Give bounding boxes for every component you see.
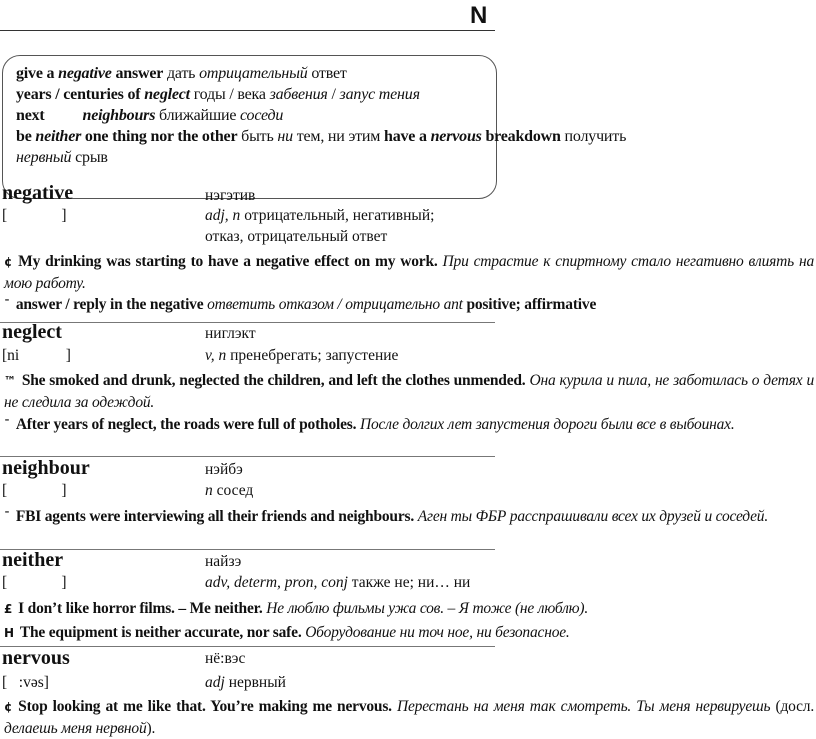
example [4, 370, 814, 413]
phonetic-bracket: [ ] [2, 482, 67, 499]
definition [205, 674, 286, 692]
bullet-marker-icon: Н [4, 626, 14, 640]
bullet-marker-icon: ˉ [4, 298, 10, 312]
text-segment: пренебрегать; запустение [226, 347, 399, 364]
text-segment: ни [277, 128, 293, 145]
bullet-marker-icon: ™ [4, 374, 16, 388]
bullet-marker-icon: ˉ [4, 418, 10, 432]
text-segment: adj [205, 674, 225, 691]
text-segment: нервный [224, 674, 286, 691]
definition [205, 207, 434, 225]
text-segment: neither [35, 128, 82, 145]
divider [0, 646, 495, 647]
collocation-line [16, 63, 816, 84]
divider [0, 549, 495, 550]
text-segment: получить [560, 128, 627, 145]
transcription: ниглэкт [205, 325, 256, 342]
text-segment: next [16, 107, 83, 124]
text-segment: FBI agents were interviewing all their friends and neighbours. [15, 508, 415, 525]
text-segment: neglect [144, 86, 190, 103]
text-segment: Она курила и пила, не заботилась о детях и не следила за одеждой. [4, 372, 814, 411]
definition [205, 574, 470, 592]
text-segment: Перестань на меня так смотреть. Ты меня нервируешь [391, 698, 771, 715]
text-segment: годы / века [189, 86, 270, 103]
text-segment: (досл. [770, 698, 814, 715]
bullet-marker-icon: £ [4, 602, 13, 616]
example [4, 414, 814, 436]
text-segment: / [327, 86, 340, 103]
text-segment: answer / reply in the negative [15, 296, 204, 313]
text-segment: быть [237, 128, 278, 145]
text-segment: ответ [307, 65, 347, 82]
text-segment: one thing nor the other [81, 128, 238, 145]
phonetic-bracket: [ :vəs] [2, 674, 49, 691]
text-segment: Stop looking at me like that. You’re making me nervous. [18, 698, 392, 715]
example [4, 598, 814, 620]
collocation-line [16, 105, 816, 126]
text-segment: breakdown [481, 128, 561, 145]
text-segment: дать [163, 65, 200, 82]
text-segment: отрицательный [199, 65, 308, 82]
text-segment: I don’t like horror films. – Me neither. [18, 600, 263, 617]
text-segment: После долгих лет запустения дороги были все в выбоинах. [356, 416, 735, 433]
text-segment: After years of neglect, the roads were full of potholes. [15, 416, 357, 433]
transcription: найзэ [205, 553, 242, 570]
headword: neither [2, 549, 64, 571]
example [4, 622, 814, 644]
text-segment: have a [384, 128, 431, 145]
text-segment: делаешь меня нервной [4, 720, 147, 737]
text-segment: years / centuries of [16, 86, 145, 103]
example [4, 251, 814, 294]
headword: nervous [2, 647, 70, 669]
text-segment: negative [58, 65, 112, 82]
bullet-marker-icon: ¢ [4, 255, 13, 269]
definition [205, 482, 253, 500]
text-segment: тем, ни этим [292, 128, 384, 145]
bullet-marker-icon: ¢ [4, 700, 13, 714]
text-segment: Аген ты ФБР расспрашивали всех их друзей и соседей. [414, 508, 769, 525]
text-segment: забвения [269, 86, 328, 103]
headword: negative [2, 182, 74, 204]
headword: neighbour [2, 457, 90, 479]
transcription: нё:вэс [205, 650, 246, 667]
text-segment: answer [111, 65, 164, 82]
header-rule [0, 30, 495, 31]
bullet-marker-icon: ˉ [4, 510, 10, 524]
transcription: нэгэтив [205, 187, 256, 204]
text-segment: She smoked and drunk, neglected the children, and left the clothes unmended. [21, 372, 526, 389]
text-segment: Оборудование ни точ ное, ни безопасное. [301, 624, 570, 641]
example [4, 294, 814, 316]
text-segment: positive; affirmative [462, 296, 597, 313]
text-segment: neighbours [82, 107, 156, 124]
phonetic-bracket: [ ] [2, 574, 67, 591]
text-segment: give a [16, 65, 59, 82]
text-segment: срыв [71, 149, 108, 166]
divider [0, 322, 495, 323]
collocation-line [16, 147, 816, 168]
phonetic-bracket: [ni ] [2, 347, 71, 364]
collocation-line [16, 126, 816, 147]
text-segment: ). [146, 720, 156, 737]
text-segment: My drinking was starting to have a negative effect on my work. [18, 253, 438, 270]
text-segment: отрицательный, негативный; [240, 207, 435, 224]
transcription: нэйбэ [205, 461, 243, 478]
text-segment: v, n [205, 347, 227, 364]
text-segment: adj, n [205, 207, 241, 224]
text-segment: n [205, 482, 213, 499]
text-segment: adv, determ, pron, conj [205, 574, 348, 591]
text-segment: соседи [240, 107, 284, 124]
definition [205, 347, 398, 365]
text-segment: be [16, 128, 36, 145]
collocation-line [16, 84, 816, 105]
text-segment: сосед [212, 482, 254, 499]
text-segment: Не люблю фильмы ужа сов. – Я тоже (не люблю). [262, 600, 588, 617]
page-letter: N [470, 2, 488, 29]
text-segment: The equipment is neither accurate, nor safe. [19, 624, 302, 641]
text-segment: нервный [16, 149, 72, 166]
text-segment: также не; ни… ни [347, 574, 471, 591]
text-segment: запус тения [339, 86, 420, 103]
definition: отказ, отрицательный ответ [205, 228, 388, 245]
text-segment: nervous [430, 128, 482, 145]
text-segment: ответить отказом / отрицательно ant [203, 296, 463, 313]
headword: neglect [2, 321, 62, 343]
phonetic-bracket: [ ] [2, 207, 67, 224]
example [4, 696, 814, 739]
text-segment: ближайшие [155, 107, 241, 124]
example [4, 506, 814, 528]
text-segment: При страстие к спиртному стало негативно влиять на мою работу. [4, 253, 814, 292]
